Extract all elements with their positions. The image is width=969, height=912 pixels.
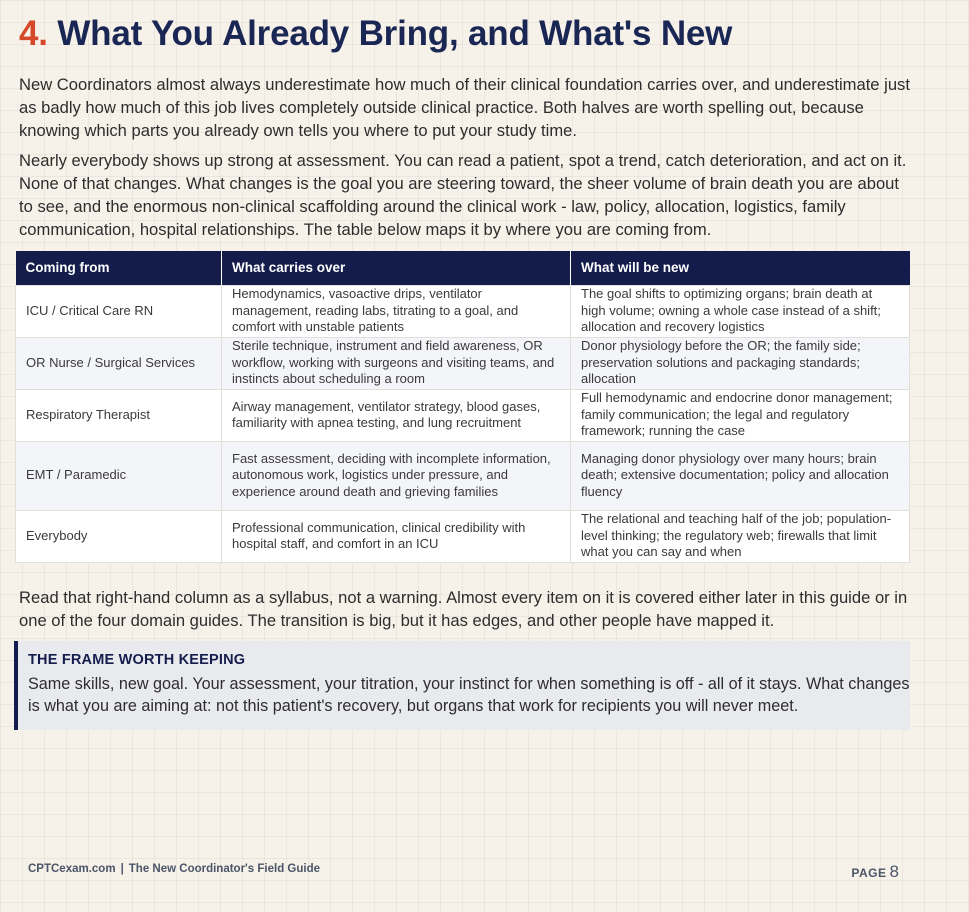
footer-separator: | bbox=[120, 863, 124, 875]
cell-coming-from: Everybody bbox=[16, 510, 222, 562]
cell-coming-from: Respiratory Therapist bbox=[16, 389, 222, 441]
header-coming-from: Coming from bbox=[16, 251, 222, 285]
cell-will-be-new: Managing donor physiology over many hours; brain death; extensive documentation; policy and allocation fluency bbox=[571, 441, 910, 510]
header-what-carries-over: What carries over bbox=[222, 251, 571, 285]
footer-guide-title: The New Coordinator's Field Guide bbox=[128, 863, 321, 875]
table-row bbox=[16, 285, 910, 337]
callout-title: THE FRAME WORTH KEEPING bbox=[28, 652, 246, 668]
cell-will-be-new: Full hemodynamic and endocrine donor management; family communication; the legal and regulatory framework; running the case bbox=[571, 389, 910, 441]
header-what-will-be-new: What will be new bbox=[571, 251, 910, 285]
cell-will-be-new: The relational and teaching half of the job; population-level thinking; the regulatory web; firewalls that limit what you can say and when bbox=[571, 510, 910, 562]
section-title: What You Already Bring, and What's New bbox=[47, 14, 733, 53]
intro-paragraph: New Coordinators almost always underestimate how much of their clinical foundation carries over, and underestimate just as badly how much of this job lives completely outside clinical practice. Both halves are worth spelling out, because knowing which parts you already own tells you where to put your study time. bbox=[19, 75, 910, 140]
table-row bbox=[16, 510, 910, 562]
cell-carries-over: Sterile technique, instrument and field awareness, OR workflow, working with surgeons and visiting teams, and instincts about scheduling a room bbox=[222, 337, 571, 389]
page-indicator bbox=[851, 862, 899, 882]
cell-carries-over: Airway management, ventilator strategy, blood gases, familiarity with apnea testing, and lung recruitment bbox=[222, 389, 571, 441]
assessment-paragraph: Nearly everybody shows up strong at assessment. You can read a patient, spot a trend, catch deterioration, and act on it. None of that changes. What changes is the goal you are steering toward, the sheer volume of brain death you are about to see, and the enormous non-clinical scaffolding around the clinical work - law, policy, allocation, logistics, family communication, hospital relationships. The table below maps it by where you are coming from. bbox=[19, 151, 907, 239]
syllabus-paragraph: Read that right-hand column as a syllabus, not a warning. Almost every item on it is covered either later in this guide or in one of the four domain guides. The transition is big, but it has edges, and other people have mapped it. bbox=[19, 588, 908, 630]
footer-site: CPTCexam.com bbox=[28, 863, 116, 875]
cell-carries-over: Hemodynamics, vasoactive drips, ventilator management, reading labs, titrating to a goal, and comfort with unstable patients bbox=[222, 285, 571, 337]
table-row bbox=[16, 441, 910, 510]
section-number: 4. bbox=[19, 14, 48, 53]
table-row bbox=[16, 337, 910, 389]
table-header-row bbox=[16, 251, 910, 285]
cell-will-be-new: Donor physiology before the OR; the family side; preservation solutions and packaging standards; allocation bbox=[571, 337, 910, 389]
background-comparison-table bbox=[15, 251, 910, 563]
cell-will-be-new: The goal shifts to optimizing organs; brain death at high volume; owning a whole case instead of a shift; allocation and recovery logistics bbox=[571, 285, 910, 337]
cell-coming-from: OR Nurse / Surgical Services bbox=[16, 337, 222, 389]
table-row bbox=[16, 389, 910, 441]
callout-box bbox=[14, 641, 910, 730]
page-number: 8 bbox=[889, 862, 899, 881]
callout-body: Same skills, new goal. Your assessment, your titration, your instinct for when something is off - all of it stays. What changes is what you are aiming at: not this patient's recovery, but organs that work for recipients you will never meet. bbox=[28, 675, 910, 715]
footer-source bbox=[28, 863, 320, 875]
cell-coming-from: ICU / Critical Care RN bbox=[16, 285, 222, 337]
cell-carries-over: Professional communication, clinical credibility with hospital staff, and comfort in an ICU bbox=[222, 510, 571, 562]
cell-carries-over: Fast assessment, deciding with incomplete information, autonomous work, logistics under pressure, and experience around death and grieving families bbox=[222, 441, 571, 510]
section-heading bbox=[19, 14, 732, 54]
page-label: PAGE bbox=[851, 866, 887, 880]
cell-coming-from: EMT / Paramedic bbox=[16, 441, 222, 510]
